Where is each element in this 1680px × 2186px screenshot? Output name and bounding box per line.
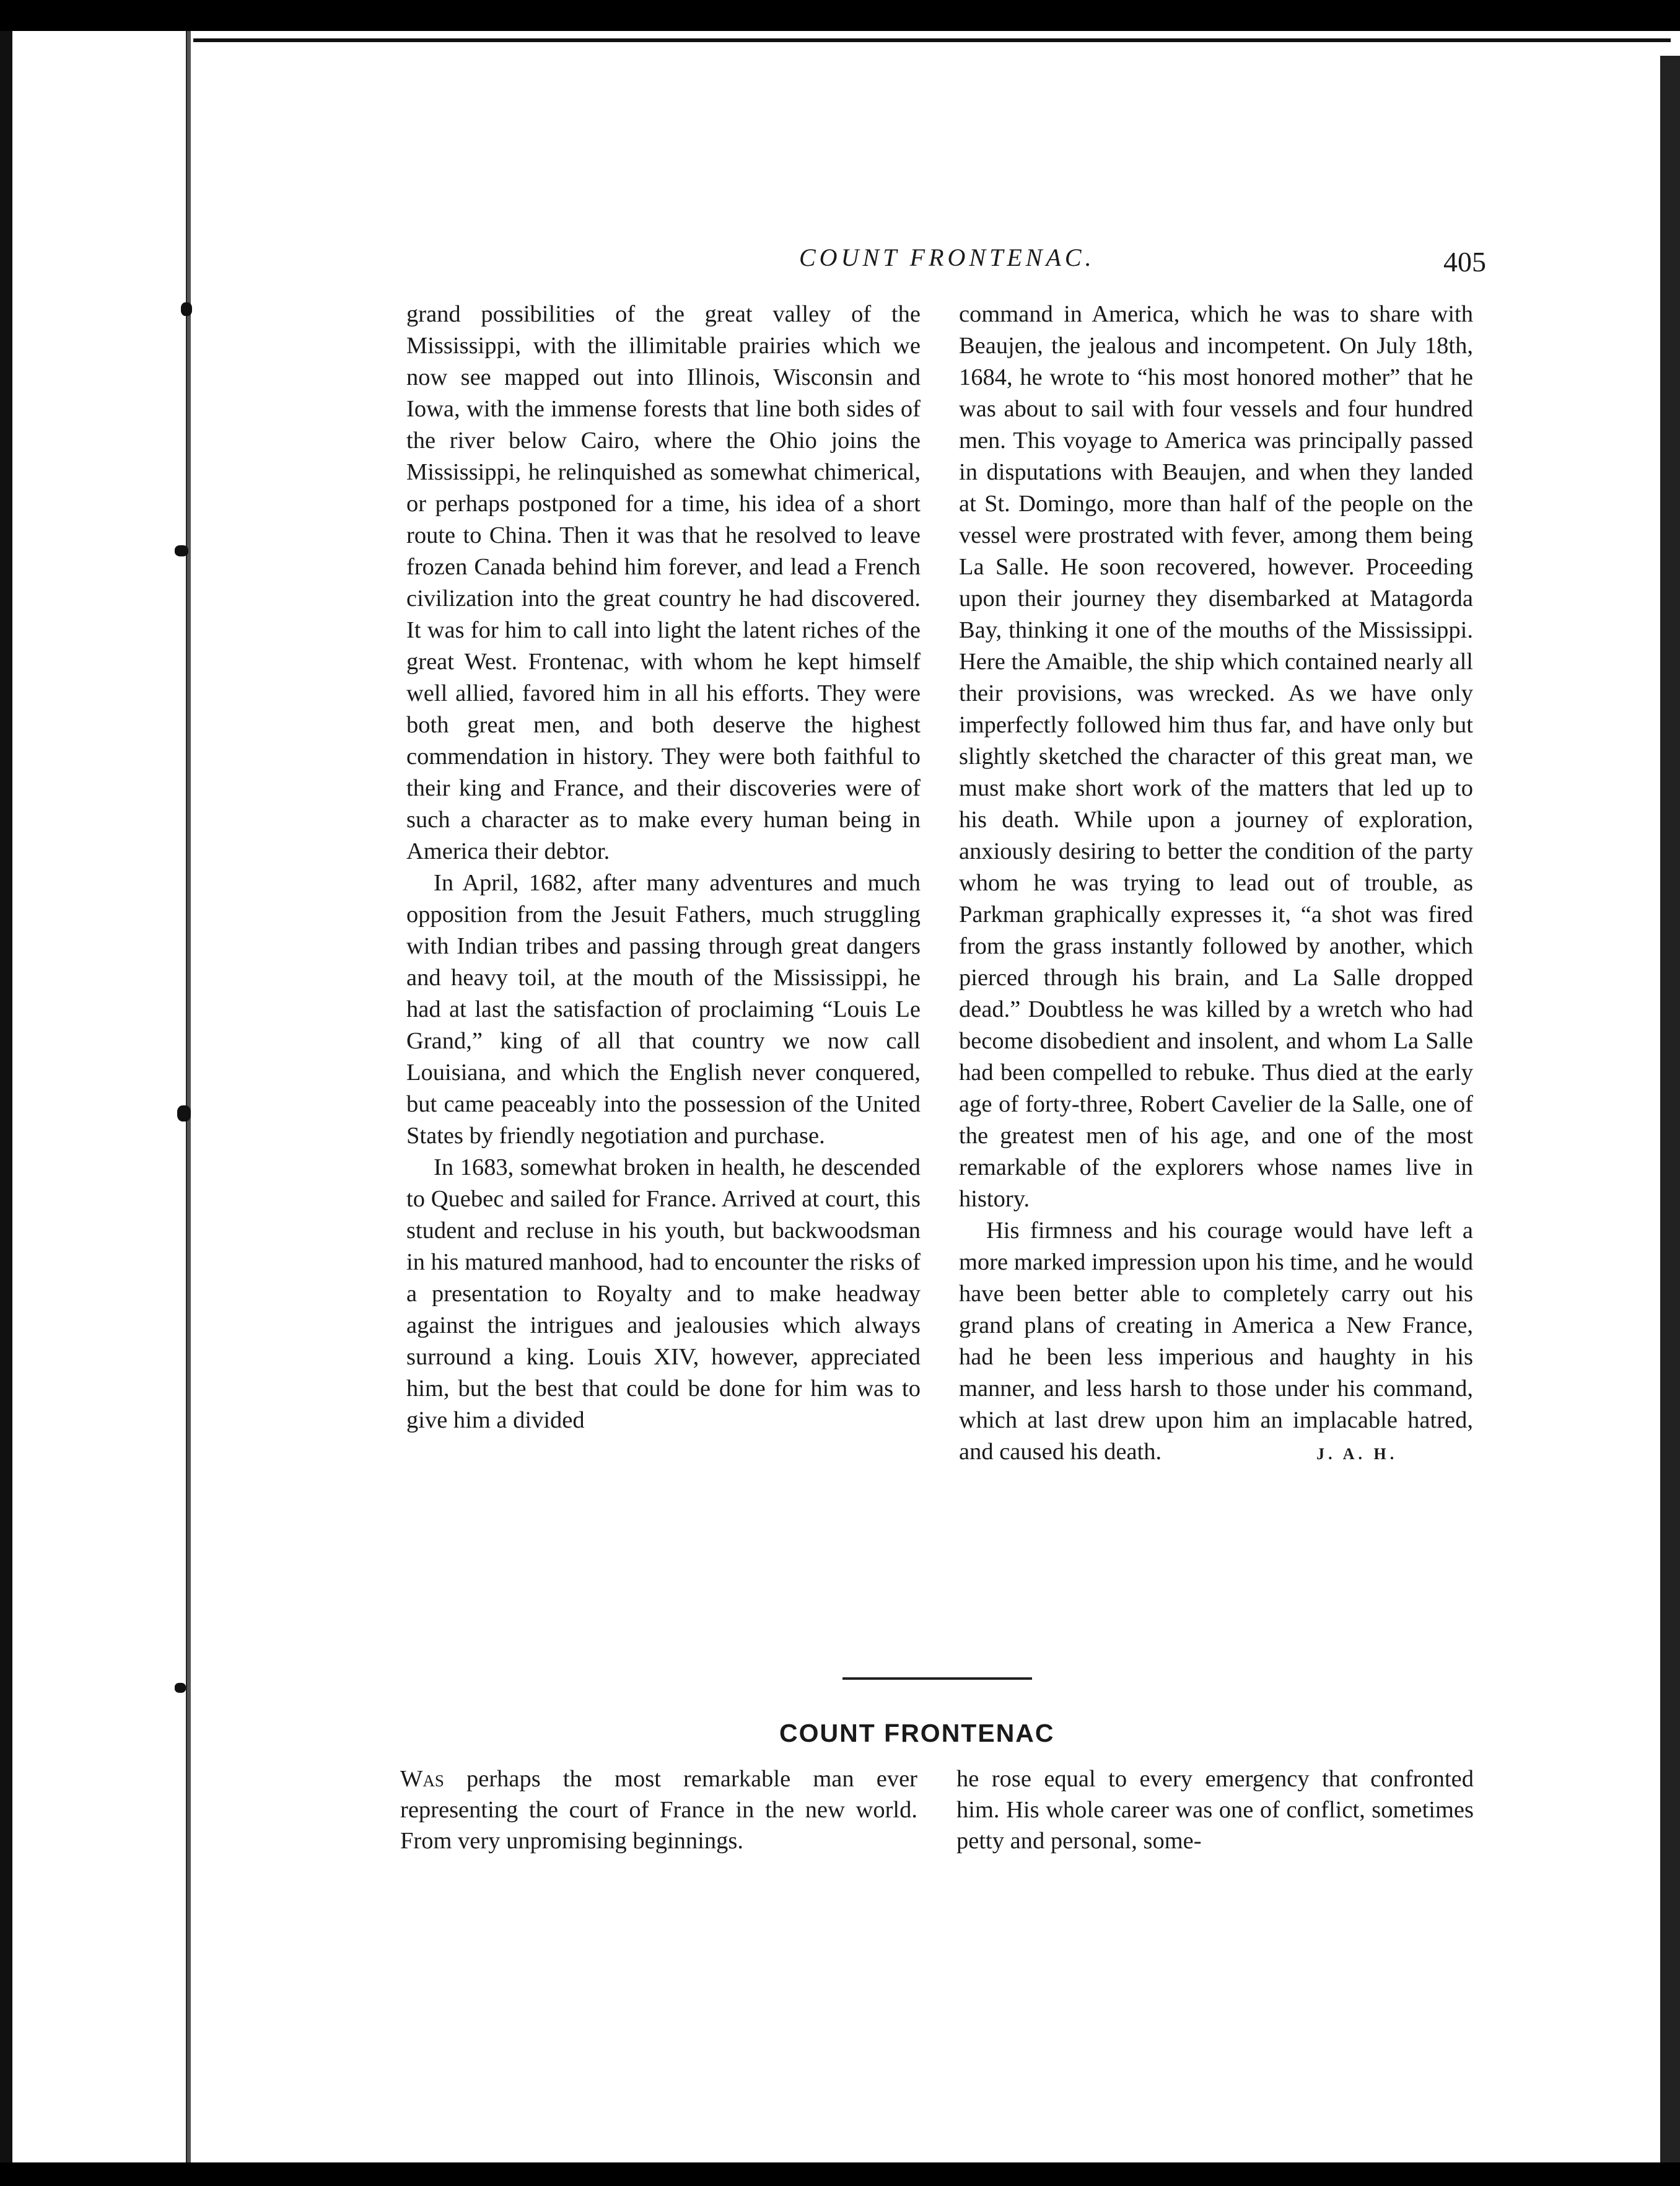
paragraph: he rose equal to every emergency that confronted him. His whole career was one of conflict, sometimes petty and personal, some- (956, 1766, 1474, 1854)
paragraph: grand possibilities of the great valley of the Mississippi, with the illimitable prairies which we now see mapped out into Illinois, Wisconsin and Iowa, with the immense forests that line both sides of the river below Cairo, where the Ohio joins the Mississippi, he relinquished as somewhat chimerical, or perhaps postponed for a time, his idea of a short route to China. Then it was that he resolved to leave frozen Canada behind him forever, and lead a French civilization into the great country he had discovered. It was for him to call into light the latent riches of the great West. Frontenac, with whom he kept himself well allied, favored him in all his efforts. They were both great men, and both deserve the highest commendation in history. They were both faithful to their king and France, and their discoveries were of such a character as to make every human being in America their debtor. (406, 301, 921, 864)
paragraph-text: His firmness and his courage would have left a more marked impression upon his time, and he would have been better able to completely carry out his grand plans of creating in America a New France, had he been less imperious and haughty in his manner, and less harsh to those under his command, which at last drew upon him an implacable hatred, and caused his death. (959, 1218, 1473, 1465)
section-divider (842, 1677, 1032, 1680)
drop-word: Was (400, 1766, 444, 1792)
paragraph (400, 1763, 917, 1856)
scan-right-shadow (1660, 56, 1680, 2162)
scan-left-shadow (0, 31, 12, 2162)
paragraph: In April, 1682, after many adventures and much opposition from the Jesuit Fathers, much struggling with Indian tribes and passing through great dangers and heavy toil, at the mouth of the Mississippi, he had at last the satisfaction of proclaiming “Louis Le Grand,” king of all that country we now call Louisiana, and which the English never conquered, but came peaceably into the possession of the United States by friendly negotiation and purchase. (406, 870, 921, 1149)
paragraph (959, 1215, 1473, 1470)
paragraph: In 1683, somewhat broken in health, he descended to Quebec and sailed for France. Arrived at court, this student and recluse in his youth, but backwoodsman in his matured manhood, had to encounter the risks of a presentation to Royalty and to make headway against the intrigues and jealousies which always surround a king. Louis XIV, however, appreciated him, but the best that could be done for him was to give him a divided (406, 1154, 921, 1433)
facing-page-edge (0, 31, 188, 2162)
paragraph: command in America, which he was to share with Beaujen, the jealous and incompetent. On July 18th, 1684, he wrote to “his most honored mother” that he was about to sail with four vessels and four hundred men. This voyage to America was principally passed in disputations with Beaujen, and when they landed at St. Domingo, more than half of the people on the vessel were prostrated with fever, among them being La Salle. He soon recovered, however. Proceeding upon their journey they disembarked at Matagorda Bay, thinking it one of the mouths of the Mississippi. Here the Amaible, the ship which contained nearly all their provisions, was wrecked. As we have only imperfectly followed him thus far, and have only but slightly sketched the character of this great man, we must make short work of the matters that led up to his death. While upon a journey of exploration, anxiously desiring to better the condition of the party whom he was trying to lead out of trouble, as Parkman graphically expresses it, “a shot was fired from the grass instantly followed by another, which pierced through his brain, and La Salle dropped dead.” Doubtless he was killed by a wretch who had become disobedient and insolent, and whom La Salle had been compelled to rebuke. Thus died at the early age of forty-three, Robert Cavelier de la Salle, one of the greatest men of his age, and one of the most remarkable of the explorers whose names live in history. (959, 301, 1473, 1212)
section-right-column (956, 1763, 1474, 1856)
scan-bottom-border (0, 2162, 1680, 2186)
article-left-column (406, 299, 921, 1436)
paragraph-text: perhaps the most remarkable man ever representing the court of France in the new world. From very unpromising beginnings. (400, 1766, 917, 1854)
article-right-column (959, 299, 1473, 1470)
binding-fold (187, 31, 191, 2162)
binding-mark (175, 1683, 186, 1693)
scan-top-border (0, 0, 1680, 31)
page-number: 405 (1443, 246, 1486, 278)
running-head: COUNT FRONTENAC. (799, 244, 1095, 271)
section-left-column (400, 1763, 917, 1856)
binding-mark (175, 545, 188, 556)
author-initials: J. A. H. (1316, 1445, 1398, 1463)
section-title: COUNT FRONTENAC (779, 1719, 1055, 1747)
binding-mark (177, 1105, 191, 1122)
binding-mark (181, 302, 192, 316)
